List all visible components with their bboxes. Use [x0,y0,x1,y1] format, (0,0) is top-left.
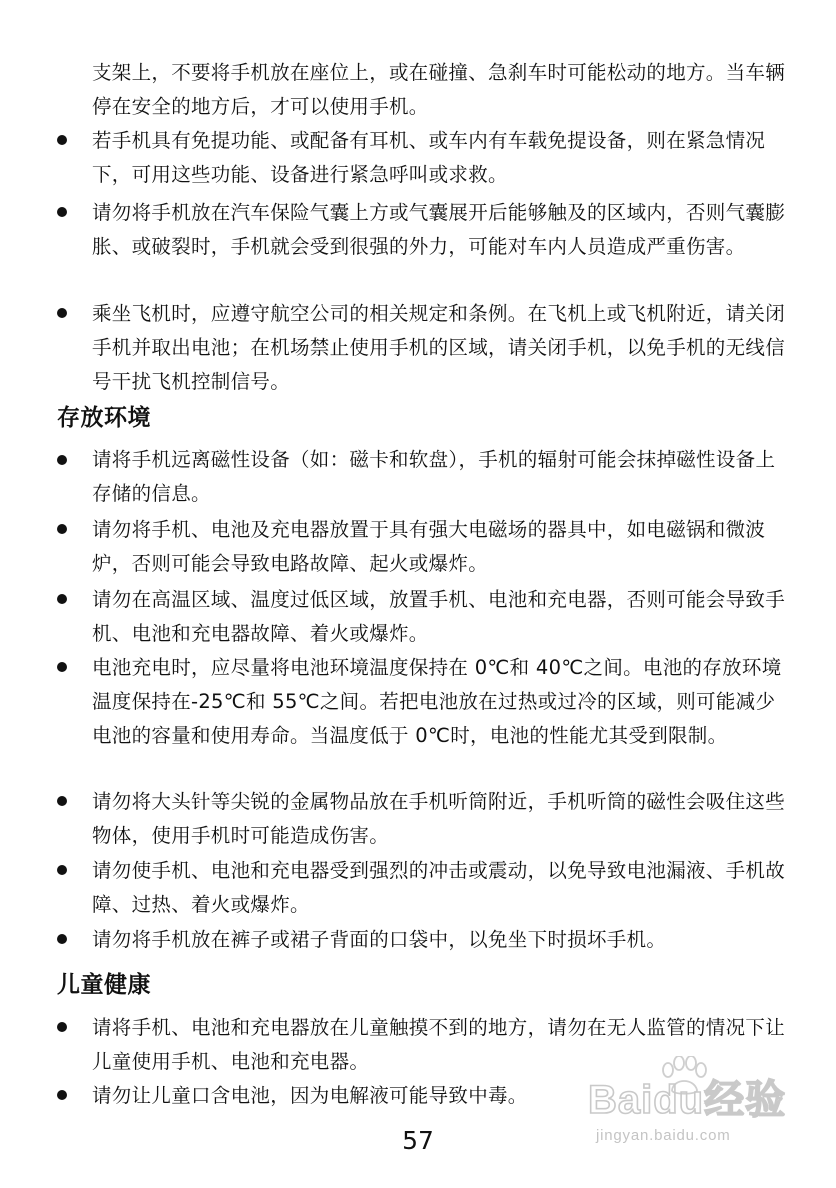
storage-item: 请勿使手机、电池和充电器受到强烈的冲击或震动，以免导致电池漏液、手机故障、过热、着火或爆炸。 [92,859,786,916]
storage-item: 请勿在高温区域、温度过低区域，放置手机、电池和充电器，否则可能会导致手机、电池和充电器故障、着火或爆炸。 [92,588,786,645]
storage-item: 请勿将手机、电池及充电器放置于具有强大电磁场的器具中，如电磁锅和微波炉，否则可能会导致电路故障、起火或爆炸。 [92,518,766,575]
children-item: 请勿让儿童口含电池，因为电解液可能导致中毒。 [92,1084,528,1107]
bullet-icon [57,524,67,534]
bullet-icon [57,308,67,318]
watermark-url: jingyan.baidu.com [596,1127,731,1144]
page-number: 57 [402,1126,434,1155]
bullet-icon [57,207,67,217]
bullet-icon [57,455,67,465]
bullet-icon [57,934,67,944]
watermark-brand: Baidu经验 [588,1078,787,1122]
bullet-icon [57,135,67,145]
section-heading-storage: 存放环境 [57,405,151,431]
paragraph-continuation: 支架上，不要将手机放在座位上，或在碰撞、急刹车时可能松动的地方。当车辆停在安全的地方后，才可以使用手机。 [92,61,786,118]
storage-item: 请将手机远离磁性设备（如：磁卡和软盘），手机的辐射可能会抹掉磁性设备上存储的信息。 [92,448,776,505]
bullet-text-airbag: 请勿将手机放在汽车保险气囊上方或气囊展开后能够触及的区域内，否则气囊膨胀、或破裂时，手机就会受到很强的外力，可能对车内人员造成严重伤害。 [92,201,786,258]
children-item: 请将手机、电池和充电器放在儿童触摸不到的地方，请勿在无人监管的情况下让儿童使用手机、电池和充电器。 [92,1016,786,1073]
storage-item: 请勿将大头针等尖锐的金属物品放在手机听筒附近，手机听筒的磁性会吸住这些物体，使用手机时可能造成伤害。 [92,790,786,847]
storage-item: 电池充电时，应尽量将电池环境温度保持在 0℃和 40℃之间。电池的存放环境温度保持在-25℃和 55℃之间。若把电池放在过热或过冷的区域，则可能减少电池的容量和使用寿命。当温度低于 0℃时，电池的性能尤其受到限制。 [92,656,782,747]
bullet-icon [57,594,67,604]
storage-item: 请勿将手机放在裤子或裙子背面的口袋中，以免坐下时损坏手机。 [92,928,667,951]
bullet-text-airplane: 乘坐飞机时，应遵守航空公司的相关规定和条例。在飞机上或飞机附近，请关闭手机并取出电池；在机场禁止使用手机的区域，请关闭手机，以免手机的无线信号干扰飞机控制信号。 [92,302,786,393]
bullet-text-handsfree: 若手机具有免提功能、或配备有耳机、或车内有车载免提设备，则在紧急情况下，可用这些功能、设备进行紧急呼叫或求救。 [92,129,766,186]
bullet-icon [57,662,67,672]
bullet-icon [57,796,67,806]
bullet-icon [57,1090,67,1100]
section-heading-children: 儿童健康 [57,972,151,998]
bullet-icon [57,865,67,875]
bullet-icon [57,1022,67,1032]
